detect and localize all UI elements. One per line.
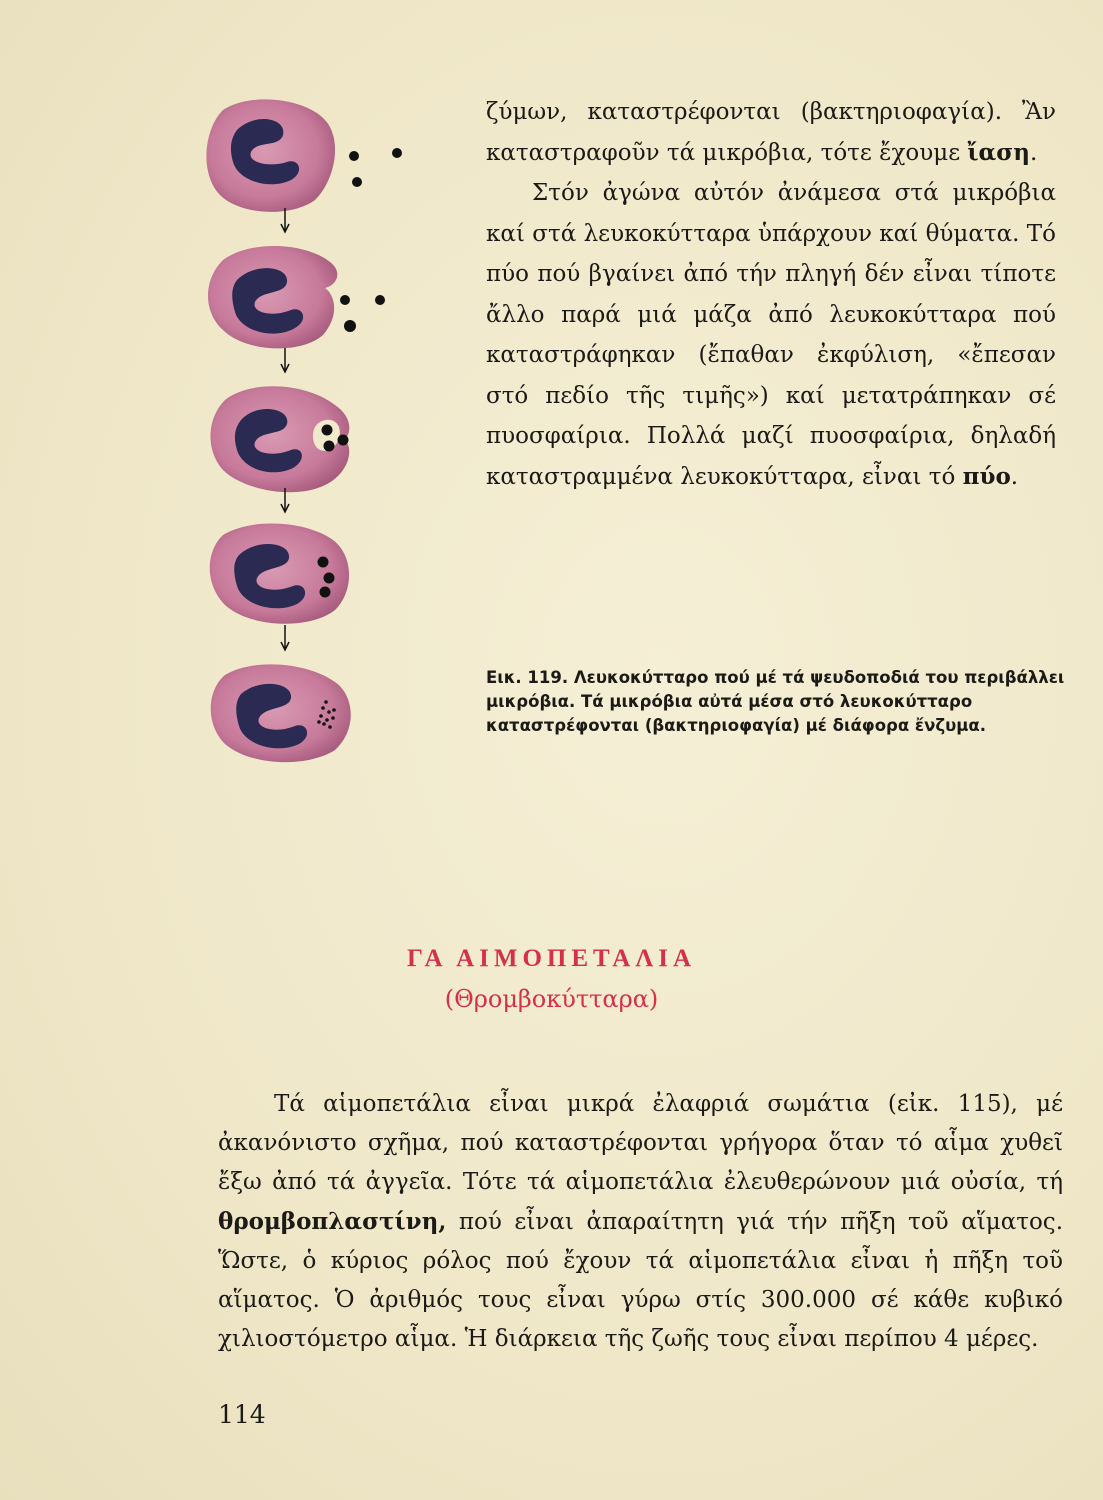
second-paragraph: Στόν ἀγώνα αὐτόν ἀνάμεσα στά μικρόβια καί στά λευκοκύτταρα ὑπάρχουν καί θύματα. Τό πύο πού βγαίνει ἀπό τήν πληγή δέν εἶναι τίποτε ἄλλο παρά μιά μάζα ἀπό λευκοκύτταρα πού καταστράφηκαν (ἔπαθαν ἐκφύλιση, «ἔπεσαν στό πεδίο τῆς τιμῆς») καί μετατράπηκαν σέ πυοσφαίρια. Πολλά μαζί πυοσφαίρια, δηλαδή καταστραμμένα λευκοκύτταρα, εἶναι τό πύο.	[486, 180, 1056, 490]
section-title: ΓΑ ΑΙΜΟΠΕΤΑΛΙΑ	[406, 945, 697, 972]
arrow-1	[281, 208, 289, 232]
top-paragraph: ζύμων, καταστρέφονται (βακτηριοφαγία). Ἂν καταστραφοῦν τά μικρόβια, τότε ἔχουμε ἴαση.	[486, 99, 1056, 166]
body-paragraph: Τά αἱμοπετάλια εἶναι μικρά ἐλαφριά σωμάτια (εἰκ. 115), μέ ἀκανόνιστο σχῆμα, πού καταστρέφονται γρήγορα ὅταν τό αἷμα χυθεῖ ἔξω ἀπό τά ἀγγεῖα. Τότε τά αἱμοπετάλια ἐλευθερώνουν μιά οὐσία, τή θρομβοπλαστίνη, πού εἶναι ἀπαραίτητη γιά τήν πῆξη τοῦ αἵματος. Ὥστε, ὁ κύριος ρόλος πού ἔχουν τά αἱμοπετάλια εἶναι ἡ πῆξη τοῦ αἵματος. Ὁ ἀριθμός τους εἶναι γύρω στίς 300.000 σέ κάθε κυβικό χιλιοστόμετρο αἷμα. Ἡ διάρκεια τῆς ζωῆς τους εἶναι περίπου 4 μέρες.	[218, 1091, 1064, 1352]
page-number: 114	[218, 1400, 266, 1429]
figure-caption: Εικ. 119. Λευκοκύτταρο πού μέ τά ψευδοποδιά του περιβάλλει μικρόβια. Τά μικρόβια αὐτά μέσα στό λευκοκύτταρο καταστρέφονται (βακτηριοφαγία) μέ διάφορα ἔνζυμα.	[486, 668, 1065, 735]
bold-term-pyo: πύο	[962, 462, 1011, 490]
leukocyte-stage-5	[211, 664, 351, 762]
body-text-block	[218, 1085, 1063, 1359]
top-text-block	[486, 92, 1056, 497]
leukocyte-stage-3	[210, 386, 349, 492]
arrow-4	[281, 625, 289, 650]
leukocyte-stage-4	[210, 524, 349, 624]
phagocytosis-figure	[195, 90, 425, 770]
section-subtitle: (Θρομβοκύτταρα)	[444, 985, 659, 1013]
leukocyte-stage-2	[208, 246, 385, 348]
arrow-2	[281, 348, 289, 372]
bold-term-thromboplastin: θρομβοπλαστίνη,	[218, 1208, 447, 1235]
leukocyte-stage-1	[206, 99, 402, 211]
bold-term-iasi: ἴαση	[967, 138, 1030, 166]
